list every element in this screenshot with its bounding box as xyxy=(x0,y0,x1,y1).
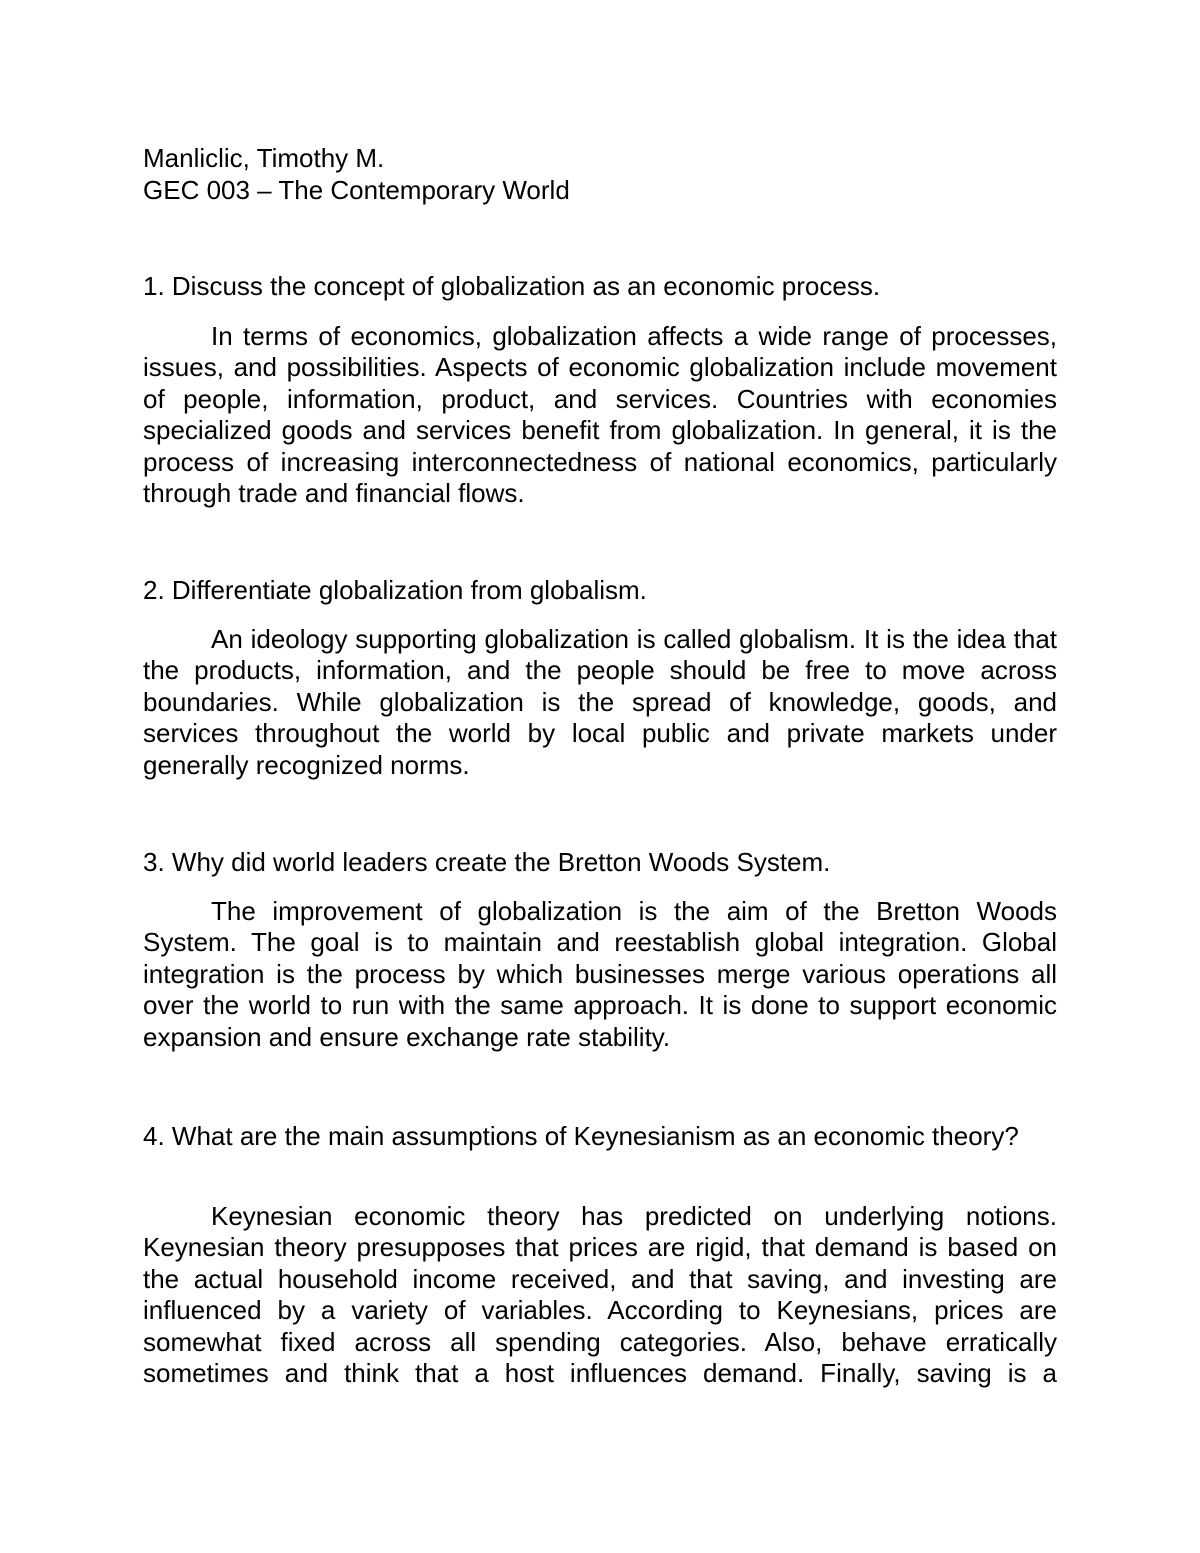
answer-1: In terms of economics, globalization affects a wide range of processes, issues, and possibilities. Aspects of economic globalization include movement of people, information, product, and services. Countries with economies specialized goods and services benefit from globalization. In general, it is the process of increasing interconnectedness of national economics, particularly through trade and financial flows. xyxy=(143,321,1057,509)
question-4: 4. What are the main assumptions of Keynesianism as an economic theory? xyxy=(143,1121,1019,1151)
author-name: Manliclic, Timothy M. xyxy=(143,143,385,173)
answer-3: The improvement of globalization is the aim of the Bretton Woods System. The goal is to maintain and reestablish global integration. Global integration is the process by which businesses merge various operations all over the world to run with the same approach. It is done to support economic expansion and ensure exchange rate stability. xyxy=(143,896,1057,1052)
question-2: 2. Differentiate globalization from globalism. xyxy=(143,575,647,605)
question-1: 1. Discuss the concept of globalization as an economic process. xyxy=(143,271,881,301)
answer-4: Keynesian economic theory has predicted on underlying notions. Keynesian theory presupposes that prices are rigid, that demand is based on the actual household income received, and that saving, and investing are influenced by a variety of variables. According to Keynesians, prices are somewhat fixed across all spending categories. Also, behave erratically sometimes and think that a host influences demand. Finally, saving is a xyxy=(143,1201,1057,1389)
answer-2: An ideology supporting globalization is called globalism. It is the idea that the products, information, and the people should be free to move across boundaries. While globalization is the spread of knowledge, goods, and services throughout the world by local public and private markets under generally recognized norms. xyxy=(143,624,1057,780)
course-title: GEC 003 – The Contemporary World xyxy=(143,175,570,205)
question-3: 3. Why did world leaders create the Bretton Woods System. xyxy=(143,847,831,877)
